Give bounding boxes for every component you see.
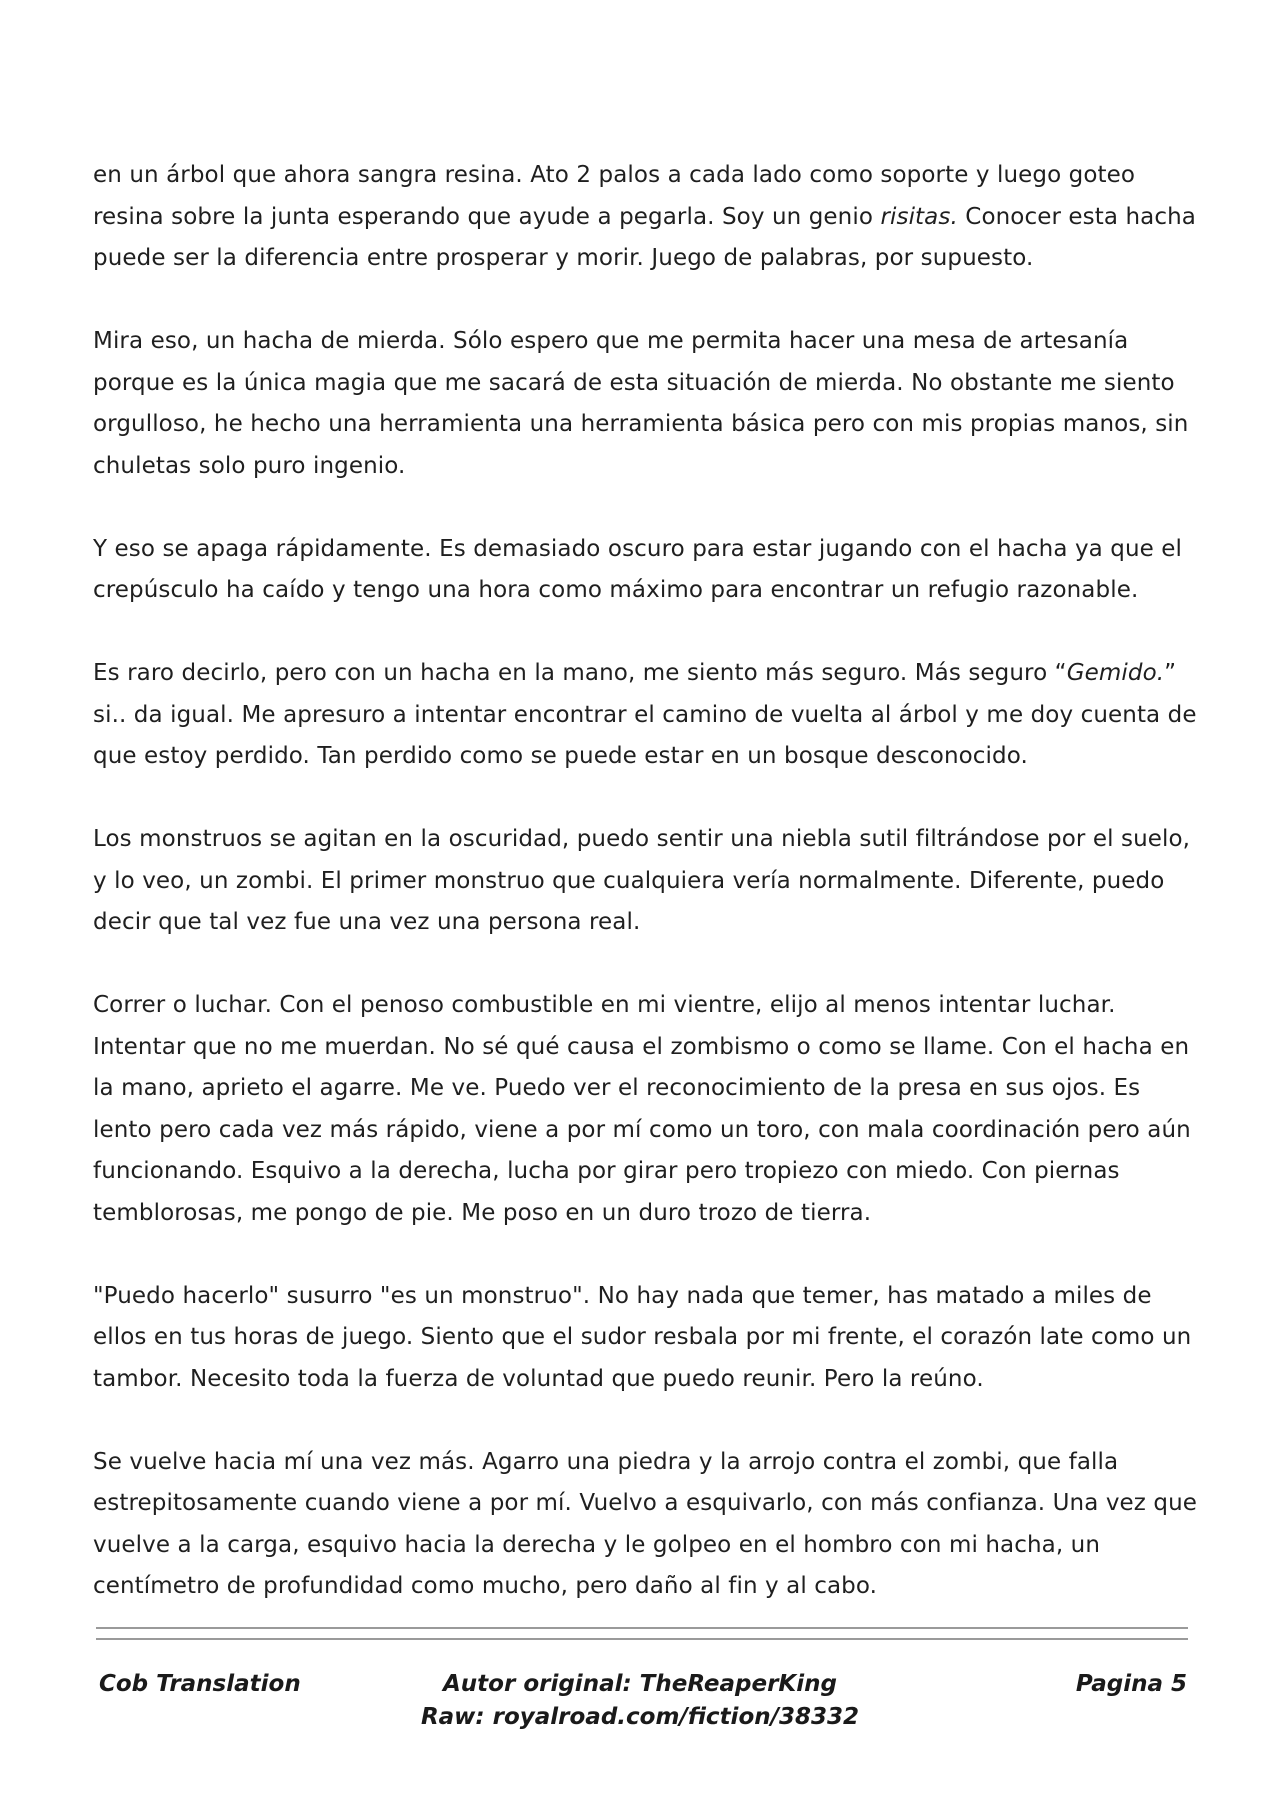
footer-author: Autor original: TheReaperKing [443, 1671, 837, 1697]
paragraph [93, 985, 1203, 1234]
footer-credits [340, 1668, 940, 1734]
text-run: Y eso se apaga rápidamente. Es demasiado oscuro para estar jugando con el hacha ya que el crepúsculo ha caído y tengo una hora como máximo para encontrar un refugio razonable. [93, 535, 1183, 603]
text-run: Los monstruos se agitan en la oscuridad, puedo sentir una niebla sutil filtrándose por el suelo, y lo veo, un zombi. El primer monstruo que cualquiera vería normalmente. Diferente, puedo decir que tal vez fue una vez una persona real. [93, 826, 1191, 935]
text-run: Mira eso, un hacha de mierda. Sólo espero que me permita hacer una mesa de artesanía porque es la única magia que me sacará de esta situación de mierda. No obstante me siento orgulloso, he hecho una herramienta una herramienta básica pero con mis propias manos, sin chuletas solo puro ingenio. [93, 328, 1189, 479]
footer-raw-source: Raw: royalroad.com/fiction/38332 [420, 1704, 860, 1730]
footer-page-number: Pagina 5 [1075, 1671, 1187, 1697]
body-text [93, 155, 1203, 1608]
text-run: Es raro decirlo, pero con un hacha en la mano, me siento más seguro. Más seguro “ [93, 660, 1067, 686]
paragraph [93, 1442, 1203, 1608]
emphasis-text: Gemido. [1066, 660, 1165, 686]
text-run: Correr o luchar. Con el penoso combustible en mi vientre, elijo al menos intentar luchar. Intentar que no me muerdan. No sé qué causa el zombismo o como se llame. Con el hacha en la mano, aprieto el agarre. Me ve. Puedo ver el reconocimiento de la presa en sus ojos. Es lento pero cada vez más rápido, viene a por mí como un toro, con mala coordinación pero aún funcionando. Esquivo a la derecha, lucha por girar pero tropiezo con miedo. Con piernas temblorosas, me pongo de pie. Me poso en un duro trozo de tierra. [93, 992, 1191, 1226]
text-run: Conocer esta hacha puede ser la diferencia entre prosperar y morir. Juego de palabras, por supuesto. [93, 203, 1196, 271]
footer-divider-top [96, 1627, 1188, 1629]
paragraph [93, 653, 1203, 778]
paragraph [93, 819, 1203, 944]
footer-divider-bottom [96, 1638, 1188, 1640]
text-run: ” si.. da igual. Me apresuro a intentar encontrar el camino de vuelta al árbol y me doy cuenta de que estoy perdido. Tan perdido como se puede estar en un bosque desconocido. [93, 660, 1197, 769]
text-run: "Puedo hacerlo" susurro "es un monstruo". No hay nada que temer, has matado a miles de ellos en tus horas de juego. Siento que el sudor resbala por mi frente, el corazón late como un tambor. Necesito toda la fuerza de voluntad que puedo reunir. Pero la reúno. [93, 1282, 1192, 1392]
text-run: en un árbol que ahora sangra resina. Ato 2 palos a cada lado como soporte y luego goteo resina sobre la junta esperando que ayude a pegarla. Soy un genio [93, 162, 1136, 230]
paragraph [93, 529, 1203, 612]
paragraph [93, 321, 1203, 487]
emphasis-text: risitas. [880, 203, 958, 230]
paragraph [93, 155, 1203, 280]
text-run: Se vuelve hacia mí una vez más. Agarro una piedra y la arrojo contra el zombi, que falla estrepitosamente cuando viene a por mí. Vuelvo a esquivarlo, con más confianza. Una vez que vuelve a la carga, esquivo hacia la derecha y le golpeo en el hombro con mi hacha, un centímetro de profundidad como mucho, pero daño al fin y al cabo. [93, 1448, 1198, 1599]
footer-translator: Cob Translation [99, 1671, 301, 1697]
paragraph [93, 1276, 1203, 1401]
